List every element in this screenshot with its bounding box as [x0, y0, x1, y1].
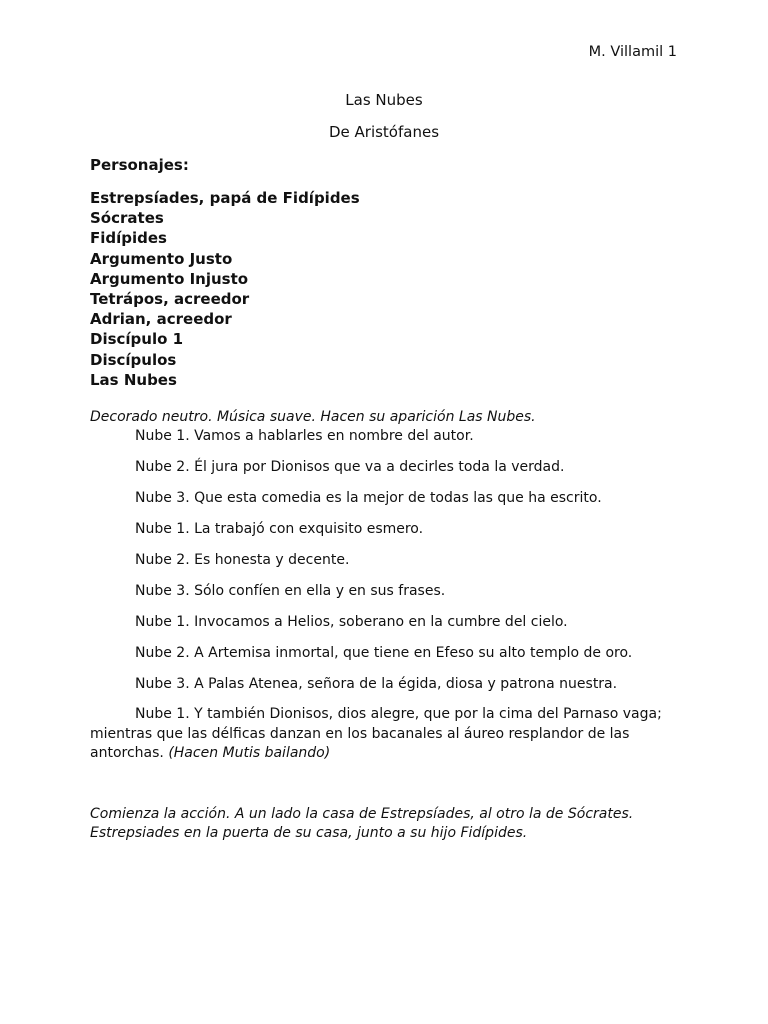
dialogue-line: Nube 1. Invocamos a Helios, soberano en la cumbre del cielo.	[135, 614, 568, 630]
dialogue-line: Nube 2. A Artemisa inmortal, que tiene en Efeso su alto templo de oro.	[135, 645, 633, 661]
play-title: Las Nubes	[345, 91, 423, 109]
dialogue-line: Nube 3. Que esta comedia es la mejor de todas las que ha escrito.	[135, 490, 602, 506]
character-item: Argumento Injusto	[90, 269, 249, 288]
author-line: De Aristófanes	[328, 123, 440, 141]
page-header: M. Villamil 1	[588, 44, 677, 60]
dialogue-text: Nube 1. Y también Dionisos, dios alegre, que por la cima del Parnaso vaga; mientras que las délficas danzan en los bacanales al áureo resplandor de las antorchas.	[90, 706, 662, 761]
character-item: Adrian, acreedor	[90, 310, 232, 329]
stage-direction: Decorado neutro. Música suave. Hacen su aparición Las Nubes.	[90, 409, 536, 425]
dialogue-line: Nube 3. A Palas Atenea, señora de la égida, diosa y patrona nuestra.	[135, 676, 618, 692]
character-item: Sócrates	[90, 209, 164, 228]
dialogue-line: Nube 2. Es honesta y decente.	[135, 552, 350, 568]
character-item: Estrepsíades, papá de Fidípides	[90, 189, 360, 207]
stage-aside: (Hacen Mutis bailando)	[168, 745, 331, 761]
stage-direction: Comienza la acción. A un lado la casa de Estrepsíades, al otro la de Sócrates. Estrepsiades en la puerta de su casa, junto a su hijo Fidípides.	[90, 806, 634, 841]
character-item: Discípulo 1	[90, 330, 184, 349]
dialogue-line: Nube 1. Vamos a hablarles en nombre del autor.	[135, 428, 474, 444]
character-item: Argumento Justo	[90, 249, 233, 268]
characters-heading: Personajes:	[90, 156, 189, 174]
dialogue-line: Nube 2. Él jura por Dionisos que va a decirles toda la verdad.	[135, 459, 565, 475]
character-item: Fidípides	[90, 229, 167, 248]
character-item: Tetrápos, acreedor	[90, 290, 250, 309]
dialogue-line: Nube 1. La trabajó con exquisito esmero.	[135, 521, 424, 537]
dialogue-line: Nube 3. Sólo confíen en ella y en sus frases.	[135, 583, 446, 599]
character-list	[90, 188, 360, 390]
character-item: Las Nubes	[90, 370, 177, 389]
dialogue-line	[90, 705, 680, 764]
character-item: Discípulos	[90, 350, 177, 369]
